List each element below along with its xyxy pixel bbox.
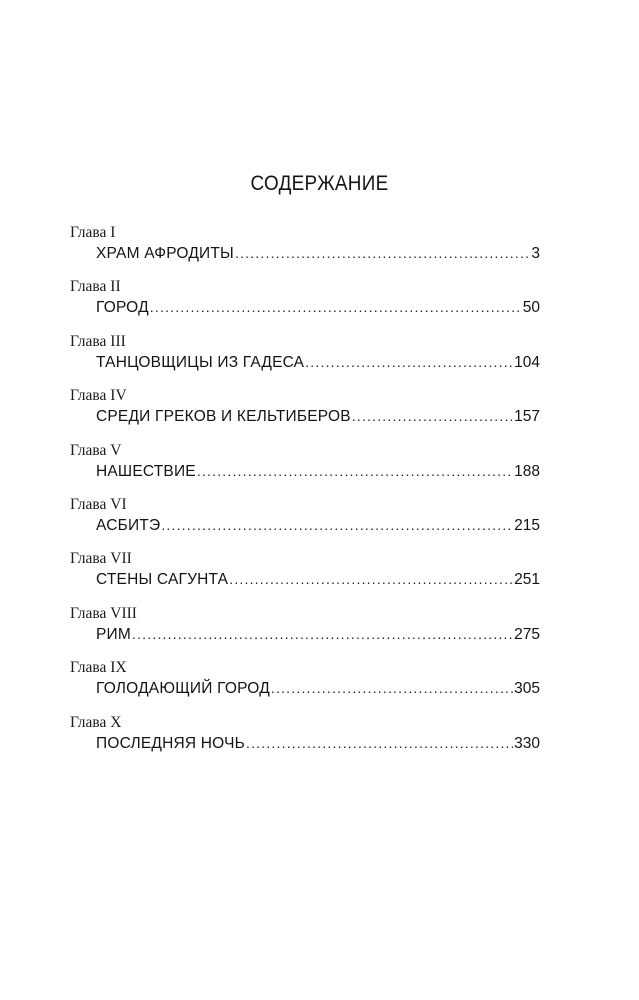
toc-line[interactable] [96,677,540,701]
page-number: 104 [514,353,540,371]
table-of-contents [70,224,540,768]
chapter-label: Глава VII [70,550,132,568]
dot-leader [161,514,513,536]
dot-leader [235,242,530,264]
dot-leader [150,296,522,318]
chapter-label: Глава I [70,224,116,241]
chapter-title: ТАНЦОВЩИЦЫ ИЗ ГАДЕСА [96,353,305,371]
page-number: 251 [514,571,540,589]
dot-leader [246,732,513,754]
chapter-title: ХРАМ АФРОДИТЫ [96,245,234,262]
toc-line[interactable] [96,514,540,538]
toc-line[interactable] [96,351,540,375]
page-number: 188 [514,462,540,480]
dot-leader [305,351,513,373]
toc-entry-6 [70,496,540,550]
chapter-title: СТЕНЫ САГУНТА [96,571,229,589]
toc-line[interactable] [96,568,540,592]
page-number: 275 [514,625,540,643]
chapter-title: ГОРОД [96,299,149,317]
toc-line[interactable] [96,405,540,429]
chapter-label: Глава IV [70,387,127,405]
chapter-title: АСБИТЭ [96,516,161,534]
toc-line[interactable] [96,242,540,266]
chapter-label: Глава V [70,441,122,459]
toc-line[interactable] [96,296,540,320]
chapter-label: Глава VIII [70,604,137,622]
dot-leader [352,405,513,427]
page-number: 50 [522,299,540,317]
dot-leader [132,623,513,645]
page-number: 305 [514,680,540,698]
dot-leader [229,568,513,590]
chapter-label: Глава VI [70,495,127,513]
page-number: 3 [531,245,540,262]
toc-line[interactable] [96,623,540,647]
toc-entry-8 [70,605,540,659]
toc-entry-1 [70,224,540,278]
page-number: 330 [514,734,540,752]
chapter-label: Глава X [70,713,122,731]
chapter-label: Глава II [70,278,121,296]
toc-entry-3 [70,333,540,387]
chapter-title: ПОСЛЕДНЯЯ НОЧЬ [96,734,245,752]
chapter-label: Глава IX [70,659,127,677]
dot-leader [271,677,513,699]
toc-entry-4 [70,387,540,441]
toc-entry-2 [70,278,540,332]
toc-entry-5 [70,442,540,496]
toc-entry-9 [70,659,540,713]
page-title: СОДЕРЖАНИЕ [250,172,389,195]
toc-line[interactable] [96,460,540,484]
dot-leader [197,460,513,482]
page-number: 157 [514,408,540,426]
chapter-title: СРЕДИ ГРЕКОВ И КЕЛЬТИБЕРОВ [96,408,351,426]
page-number: 215 [514,516,540,534]
chapter-title: ГОЛОДАЮЩИЙ ГОРОД [96,680,270,698]
toc-line[interactable] [96,732,540,756]
toc-entry-7 [70,550,540,604]
chapter-label: Глава III [70,332,126,350]
toc-entry-10 [70,714,540,768]
chapter-title: РИМ [96,625,131,643]
chapter-title: НАШЕСТВИЕ [96,462,196,480]
